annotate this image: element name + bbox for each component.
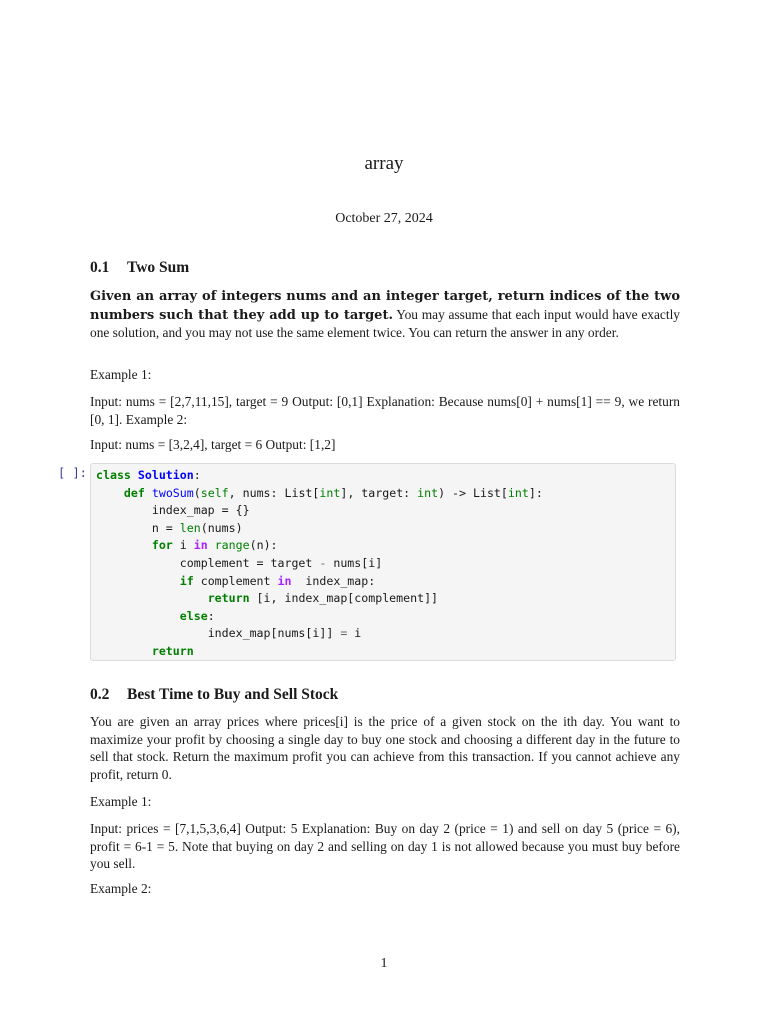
stock-example2-label: Example 2:: [90, 881, 152, 896]
two-sum-example2-text: Input: nums = [3,2,4], target = 6 Output: [1,2]: [90, 437, 336, 452]
code-line: return [i, index_map[complement]]: [207, 591, 439, 606]
code-line: class Solution:: [96, 468, 201, 482]
code-line: index_map = {}: [151, 503, 250, 518]
stock-example1-text: Input: prices = [7,1,5,3,6,4] Output: 5 Explanation: Buy on day 2 (price = 1) and sell on day 5 (price = 6), profit = 6-1 = 5. Note that buying on day 2 and selling on day 1 is not allowed because you must buy before you sell.: [90, 821, 680, 872]
code-line: for i in range(n):: [151, 538, 278, 553]
page-number: 1: [380, 956, 388, 971]
code-cell[interactable]: [90, 463, 676, 661]
section-title: Best Time to Buy and Sell Stock: [127, 686, 339, 703]
document-title: array: [364, 153, 404, 174]
two-sum-example1-text: Input: nums = [2,7,11,15], target = 9 Output: [0,1] Explanation: Because nums[0] + nums[1] == 9, we return [0, 1]. Example 2:: [90, 394, 680, 427]
code-line: else:: [179, 608, 215, 623]
two-sum-description-rest: You may assume that each input would have exactly one solution, and you may not use the same element twice. You can return the answer in any order.: [90, 306, 681, 341]
code-line: if complement in index_map:: [179, 573, 376, 588]
two-sum-description-bold: Given an array of integers nums and an integer target, return indices of the two numbers such that they add up to target.: [90, 289, 680, 323]
code-line: complement = target - nums[i]: [179, 555, 383, 570]
document-date: October 27, 2024: [335, 211, 433, 226]
code-cell-prompt: [ ]:: [58, 466, 87, 480]
section-title: Two Sum: [127, 259, 190, 276]
code-line: n = len(nums): [151, 520, 243, 535]
code-line: return: [151, 643, 194, 658]
stock-description: You are given an array prices where prices[i] is the price of a given stock on the ith day. You want to maximize your profit by choosing a single day to buy one stock and choosing a different day in the future to sell that stock. Return the maximum profit you can achieve from this transaction. If you cannot achieve any profit, return 0.: [90, 714, 680, 782]
code-line: def twoSum(self, nums: List[int], target: int) -> List[int]:: [123, 485, 543, 500]
section-heading-two-sum: [90, 259, 189, 277]
section-number: 0.1: [90, 259, 110, 276]
two-sum-example1-label: Example 1:: [90, 367, 152, 382]
section-number: 0.2: [90, 686, 110, 703]
two-sum-description: [90, 287, 680, 342]
stock-example1-label: Example 1:: [90, 794, 152, 809]
section-heading-stock: [90, 686, 338, 704]
code-line: index_map[nums[i]] = i: [207, 626, 362, 641]
